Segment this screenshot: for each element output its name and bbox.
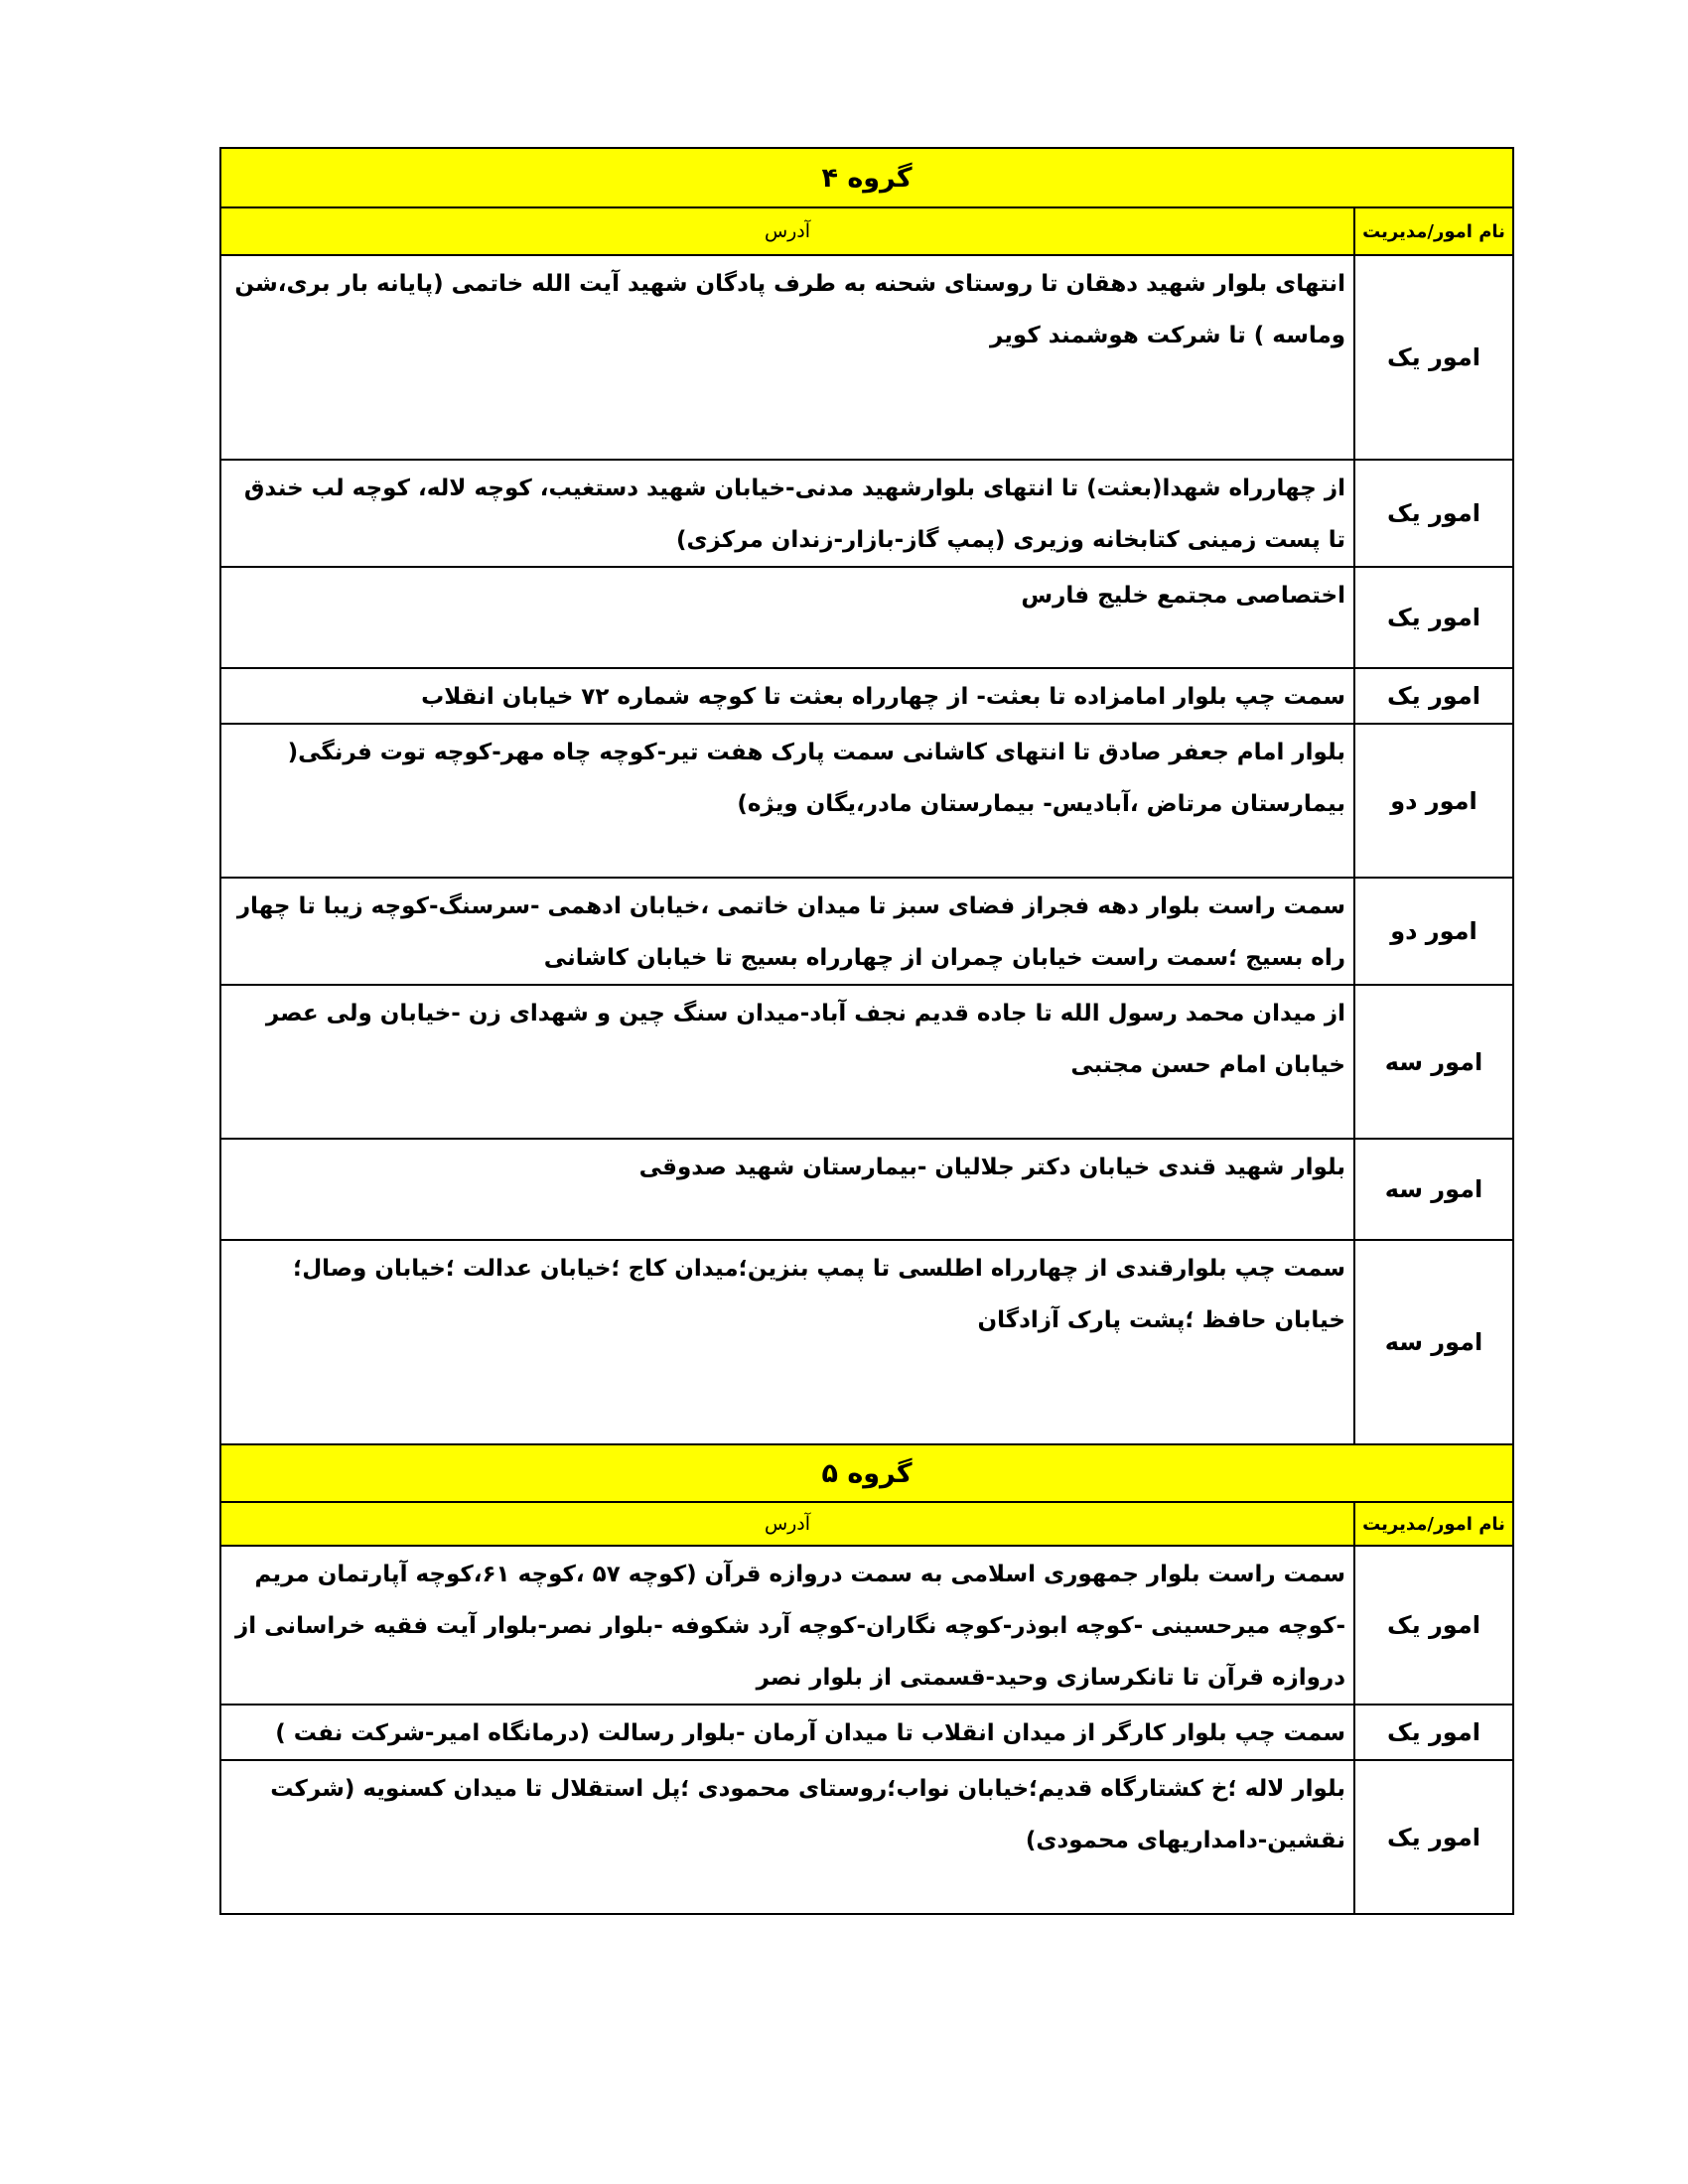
unit-name: امور یک (1354, 668, 1513, 724)
table-row (220, 1546, 1513, 1705)
table-row (220, 1760, 1513, 1914)
table-row (220, 460, 1513, 567)
address-text: انتهای بلوار شهید دهقان تا روستای شحنه به طرف پادگان شهید آیت الله خاتمی (پایانه بار بری،شن وماسه ) تا شرکت هوشمند کویر (220, 255, 1354, 460)
unit-name: امور دو (1354, 724, 1513, 878)
column-header-row (220, 207, 1513, 255)
table-row (220, 1240, 1513, 1444)
table-row (220, 724, 1513, 878)
address-text: از چهارراه شهدا(بعثت) تا انتهای بلوارشهید مدنی-خیابان شهید دستغیب، کوچه لاله، کوچه لب خندق تا پست زمینی کتابخانه وزیری (پمپ گاز-بازار-زندان مرکزی) (220, 460, 1354, 567)
address-text: سمت چپ بلوار کارگر از میدان انقلاب تا میدان آرمان -بلوار رسالت (درمانگاه امیر-شرکت نفت ) (220, 1705, 1354, 1760)
column-header-unit: نام امور/مدیریت (1354, 207, 1513, 255)
group-title-row (220, 1444, 1513, 1502)
unit-name: امور یک (1354, 255, 1513, 460)
unit-name: امور دو (1354, 878, 1513, 985)
address-text: از میدان محمد رسول الله تا جاده قدیم نجف آباد-میدان سنگ چین و شهدای زن -خیابان ولی عصر خیابان امام حسن مجتبی (220, 985, 1354, 1139)
table-row (220, 1705, 1513, 1760)
group-title: گروه ۵ (220, 1444, 1513, 1502)
unit-name: امور یک (1354, 567, 1513, 668)
outage-schedule-document (221, 147, 1514, 1915)
unit-name: امور یک (1354, 1705, 1513, 1760)
column-header-row (220, 1502, 1513, 1546)
unit-name: امور یک (1354, 1546, 1513, 1705)
address-text: بلوار شهید قندی خیابان دکتر جلالیان -بیمارستان شهید صدوقی (220, 1139, 1354, 1240)
address-text: سمت چپ بلوارقندی از چهارراه اطلسی تا پمپ بنزین؛میدان کاج ؛خیابان عدالت ؛خیابان وصال؛خیابان حافظ ؛پشت پارک آزادگان (220, 1240, 1354, 1444)
address-text: بلوار امام جعفر صادق تا انتهای کاشانی سمت پارک هفت تیر-کوچه چاه مهر-کوچه توت فرنگی( بیمارستان مرتاض ،آبادیس- بیمارستان مادر،یگان ویژه) (220, 724, 1354, 878)
address-text: اختصاصی مجتمع خلیج فارس (220, 567, 1354, 668)
column-header-address: آدرس (220, 207, 1354, 255)
group-title: گروه ۴ (220, 148, 1513, 207)
column-header-unit: نام امور/مدیریت (1354, 1502, 1513, 1546)
table-row (220, 1139, 1513, 1240)
address-text: بلوار لاله ؛خ کشتارگاه قدیم؛خیابان نواب؛روستای محمودی ؛پل استقلال تا میدان کسنویه (شرکت نقشین-دامداریهای محمودی) (220, 1760, 1354, 1914)
table-row (220, 567, 1513, 668)
unit-name: امور سه (1354, 1139, 1513, 1240)
address-text: سمت راست بلوار دهه فجراز فضای سبز تا میدان خاتمی ،خیابان ادهمی -سرسنگ-کوچه زیبا تا چهار راه بسیج ؛سمت راست خیابان چمران از چهارراه بسیج تا خیابان کاشانی (220, 878, 1354, 985)
group-title-row (220, 148, 1513, 207)
unit-name: امور سه (1354, 1240, 1513, 1444)
table-row (220, 255, 1513, 460)
table-row (220, 985, 1513, 1139)
address-text: سمت چپ بلوار امامزاده تا بعثت- از چهارراه بعثت تا کوچه شماره ۷۲ خیابان انقلاب (220, 668, 1354, 724)
unit-name: امور یک (1354, 1760, 1513, 1914)
table-row (220, 668, 1513, 724)
column-header-address: آدرس (220, 1502, 1354, 1546)
address-text: سمت راست بلوار جمهوری اسلامی به سمت دروازه قرآن (کوچه ۵۷ ،کوچه ۶۱،کوچه آپارتمان مریم -کوچه میرحسینی -کوچه ابوذر-کوچه نگاران-کوچه آرد شکوفه -بلوار نصر-بلوار آیت فقیه خراسانی از دروازه قرآن تا تانکرسازی وحید-قسمتی از بلوار نصر (220, 1546, 1354, 1705)
outage-table (219, 147, 1514, 1915)
unit-name: امور سه (1354, 985, 1513, 1139)
table-row (220, 878, 1513, 985)
unit-name: امور یک (1354, 460, 1513, 567)
